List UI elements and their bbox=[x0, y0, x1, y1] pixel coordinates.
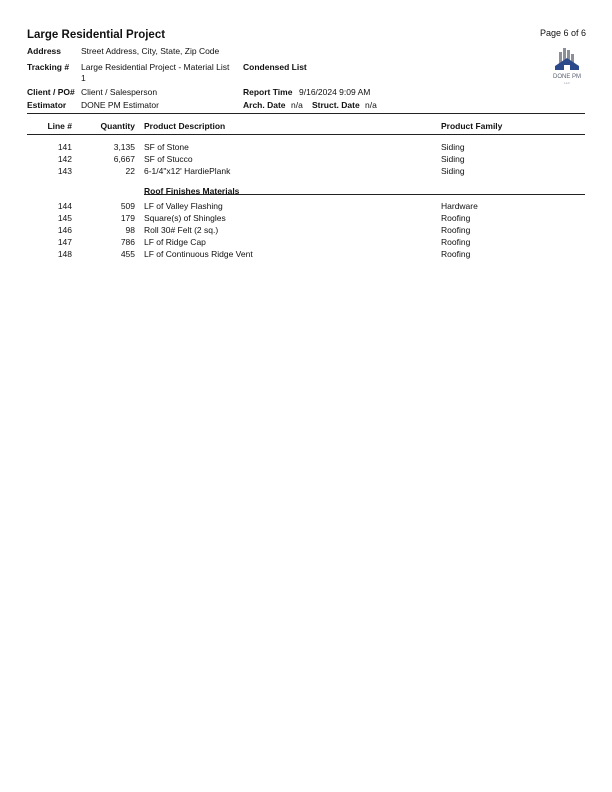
client-value: Client / Salesperson bbox=[81, 87, 158, 97]
arch-date-value: n/a bbox=[291, 100, 303, 110]
line-number: 147 bbox=[57, 237, 72, 247]
header-rule-bottom bbox=[27, 134, 585, 135]
column-header-line: Line # bbox=[47, 121, 72, 131]
product-family: Roofing bbox=[441, 213, 471, 223]
product-description: Roll 30# Felt (2 sq.) bbox=[144, 225, 219, 235]
address-label: Address bbox=[27, 46, 62, 56]
quantity: 509 bbox=[120, 201, 135, 211]
quantity: 179 bbox=[120, 213, 135, 223]
line-number: 148 bbox=[57, 249, 72, 259]
product-description: LF of Ridge Cap bbox=[144, 237, 206, 247]
struct-date-value: n/a bbox=[365, 100, 377, 110]
condensed-list-label: Condensed List bbox=[243, 62, 307, 72]
column-header-quantity: Quantity bbox=[100, 121, 135, 131]
product-description: SF of Stucco bbox=[144, 154, 193, 164]
line-number: 146 bbox=[57, 225, 72, 235]
quantity: 6,667 bbox=[113, 154, 135, 164]
product-family: Siding bbox=[441, 166, 465, 176]
product-description: SF of Stone bbox=[144, 142, 189, 152]
quantity: 3,135 bbox=[113, 142, 135, 152]
product-family: Roofing bbox=[441, 249, 471, 259]
arch-date-label: Arch. Date bbox=[243, 100, 286, 110]
product-family: Siding bbox=[441, 142, 465, 152]
quantity: 786 bbox=[120, 237, 135, 247]
page-indicator: Page 6 of 6 bbox=[540, 28, 587, 38]
line-number: 143 bbox=[57, 166, 72, 176]
line-number: 144 bbox=[57, 201, 72, 211]
product-description: 6-1/4"x12' HardiePlank bbox=[144, 166, 231, 176]
quantity: 98 bbox=[125, 225, 135, 235]
report-title: Large Residential Project bbox=[27, 29, 166, 41]
struct-date-label: Struct. Date bbox=[312, 100, 360, 110]
line-number: 141 bbox=[57, 142, 72, 152]
column-header-description: Product Description bbox=[144, 121, 226, 131]
header-rule-top bbox=[27, 113, 585, 114]
logo-subtext: LLC bbox=[564, 81, 570, 85]
product-family: Siding bbox=[441, 154, 465, 164]
product-family: Hardware bbox=[441, 201, 478, 211]
product-description: LF of Valley Flashing bbox=[144, 201, 223, 211]
logo-text: DONE PM bbox=[552, 74, 582, 80]
tracking-label: Tracking # bbox=[27, 62, 70, 72]
product-description: Square(s) of Shingles bbox=[144, 213, 226, 223]
company-logo bbox=[549, 46, 585, 86]
product-description: LF of Continuous Ridge Vent bbox=[144, 249, 253, 259]
line-number: 145 bbox=[57, 213, 72, 223]
client-label: Client / PO# bbox=[27, 87, 75, 97]
estimator-label: Estimator bbox=[27, 100, 67, 110]
section-rule bbox=[144, 194, 585, 195]
tracking-value-continued: 1 bbox=[81, 73, 86, 83]
address-value: Street Address, City, State, Zip Code bbox=[81, 46, 220, 56]
estimator-value: DONE PM Estimator bbox=[81, 100, 159, 110]
product-family: Roofing bbox=[441, 237, 471, 247]
report-time-value: 9/16/2024 9:09 AM bbox=[299, 87, 371, 97]
line-number: 142 bbox=[57, 154, 72, 164]
section-title: Roof Finishes Materials bbox=[144, 186, 240, 196]
product-family: Roofing bbox=[441, 225, 471, 235]
quantity: 455 bbox=[120, 249, 135, 259]
tracking-value: Large Residential Project - Material List bbox=[81, 62, 230, 72]
column-header-family: Product Family bbox=[441, 121, 503, 131]
quantity: 22 bbox=[125, 166, 135, 176]
report-time-label: Report Time bbox=[243, 87, 293, 97]
